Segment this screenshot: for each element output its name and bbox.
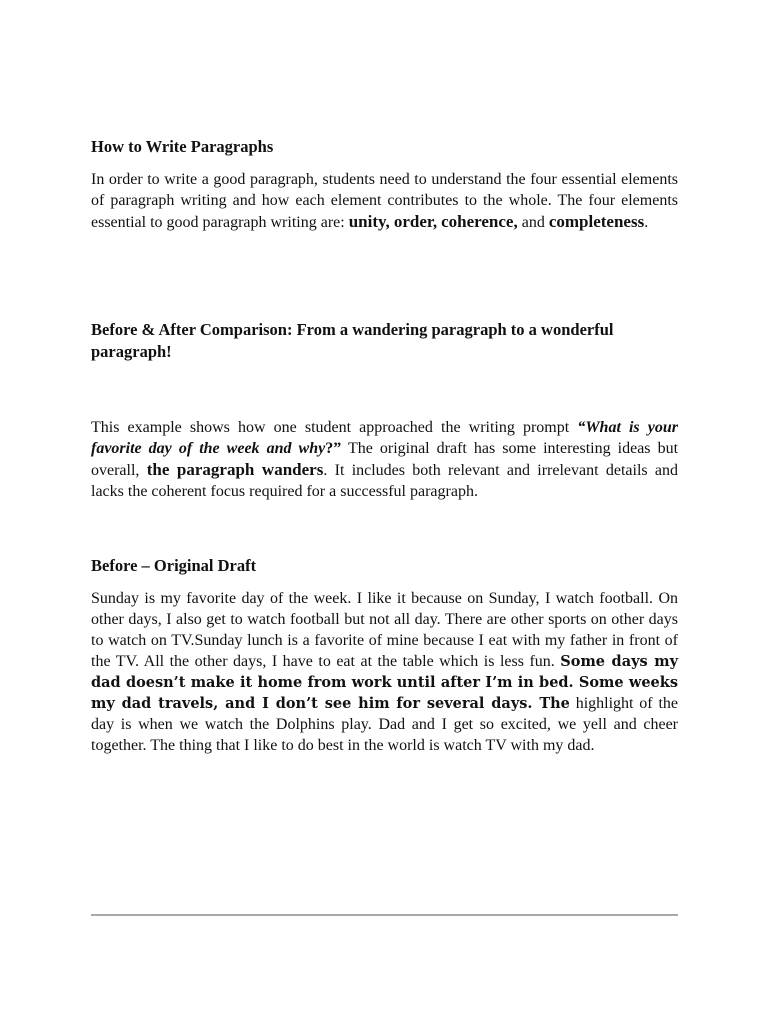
example-paragraph: [91, 417, 678, 502]
intro-text: In order to write a good paragraph, students need to understand the four essential elements of paragraph writing and how each element contributes to the whole. The four elements essential to good paragraph writing are:: [91, 171, 678, 231]
heading-before-after-comparison: Before & After Comparison: From a wandering paragraph to a wonderful paragraph!: [91, 320, 614, 361]
draft-text-2: highlight of the day is when we watch the Dolphins play. Dad and I get so excited, we yell and cheer together. The thing that I like to do best in the world is watch TV with my dad.: [91, 695, 678, 754]
heading-how-to-write-paragraphs: How to Write Paragraphs: [91, 137, 274, 156]
heading-original-draft: Before – Original Draft: [91, 556, 257, 575]
paragraph-wanders-emphasis: the paragraph wanders: [146, 460, 324, 479]
element-unity: unity,: [348, 212, 390, 231]
element-coherence: coherence,: [441, 212, 518, 231]
prompt-close-quote: ?”: [325, 440, 342, 457]
element-order: order,: [393, 212, 438, 231]
page-footer-divider: [91, 914, 678, 916]
example-text-3: . It includes both relevant and irrelevant details and lacks the coherent focus required for a successful paragraph.: [91, 462, 679, 500]
original-draft-paragraph: [91, 588, 678, 756]
intro-and: and: [521, 214, 545, 231]
element-completeness: completeness: [548, 212, 645, 231]
intro-paragraph: [91, 169, 678, 233]
prompt-open-quote: “: [577, 419, 586, 436]
intro-period: .: [644, 214, 649, 231]
draft-text-1: Sunday is my favorite day of the week. I like it because on Sunday, I watch football. On other days, I also get to watch football but not all day. There are other sports on other days to watch on TV.Sunday lunch is a favorite of mine because I eat with my father in front of the TV. All the other days, I have to eat at the table which is less fun.: [91, 590, 678, 670]
writing-prompt: What is your favorite day of the week and why: [91, 419, 678, 457]
irrelevant-details: Some days my dad doesn’t make it home from work until after I’m in bed. Some weeks my dad travels, and I don’t see him for several days. The: [91, 653, 678, 712]
example-text-1: This example shows how one student approached the writing prompt: [91, 419, 578, 436]
example-text-2: The original draft has some interesting ideas but overall,: [91, 440, 679, 479]
